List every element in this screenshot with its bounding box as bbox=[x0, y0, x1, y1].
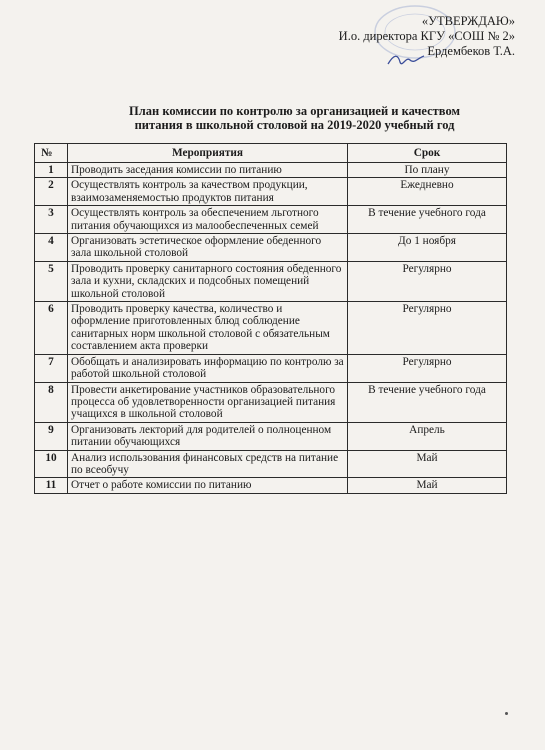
row-term: Май bbox=[348, 478, 507, 493]
row-number: 8 bbox=[35, 382, 68, 422]
table-row bbox=[35, 206, 507, 234]
document-title bbox=[0, 104, 545, 132]
signature-image bbox=[386, 50, 426, 70]
row-term: Регулярно bbox=[348, 261, 507, 301]
approval-block bbox=[339, 14, 515, 59]
row-number: 4 bbox=[35, 234, 68, 262]
title-line-2: питания в школьной столовой на 2019-2020 учебный год bbox=[134, 118, 455, 132]
row-term: Регулярно bbox=[348, 302, 507, 355]
header-number: № bbox=[35, 144, 68, 163]
table-row bbox=[35, 261, 507, 301]
row-number: 5 bbox=[35, 261, 68, 301]
row-number: 11 bbox=[35, 478, 68, 493]
row-activity: Осуществлять контроль за качеством продукции, взаимозаменяемостью продуктов питания bbox=[68, 178, 348, 206]
row-activity: Провести анкетирование участников образовательного процесса об удовлетворенности организацией питания учащихся в школьной столовой bbox=[68, 382, 348, 422]
row-activity: Проводить проверку санитарного состояния обеденного зала и кухни, складских и подсобных помещений школьной столовой bbox=[68, 261, 348, 301]
row-activity: Анализ использования финансовых средств на питание по всеобучу bbox=[68, 450, 348, 478]
title-line-1: План комиссии по контролю за организацией и качеством bbox=[129, 104, 460, 118]
row-activity: Проводить проверку качества, количество и оформление приготовленных блюд соблюдение санитарных норм школьной столовой с обязательным составлением акта проверки bbox=[68, 302, 348, 355]
row-number: 7 bbox=[35, 354, 68, 382]
table-row bbox=[35, 478, 507, 493]
table-row bbox=[35, 450, 507, 478]
row-activity: Организовать лекторий для родителей о полноценном питании обучающихся bbox=[68, 422, 348, 450]
row-number: 10 bbox=[35, 450, 68, 478]
row-number: 3 bbox=[35, 206, 68, 234]
table-row bbox=[35, 382, 507, 422]
row-number: 6 bbox=[35, 302, 68, 355]
table-row bbox=[35, 422, 507, 450]
row-term: В течение учебного года bbox=[348, 382, 507, 422]
row-term: Регулярно bbox=[348, 354, 507, 382]
row-term: Ежедневно bbox=[348, 178, 507, 206]
row-term: Май bbox=[348, 450, 507, 478]
approval-name: Ердембеков Т.А. bbox=[427, 44, 515, 58]
row-number: 2 bbox=[35, 178, 68, 206]
table-row bbox=[35, 234, 507, 262]
table-row bbox=[35, 354, 507, 382]
row-activity: Осуществлять контроль за обеспечением льготного питания обучающихся из малообеспеченных семей bbox=[68, 206, 348, 234]
header-activity: Мероприятия bbox=[68, 144, 348, 163]
row-activity: Отчет о работе комиссии по питанию bbox=[68, 478, 348, 493]
header-term: Срок bbox=[348, 144, 507, 163]
table-row bbox=[35, 302, 507, 355]
scan-speck bbox=[505, 712, 508, 715]
table-header-row bbox=[35, 144, 507, 163]
table-row bbox=[35, 163, 507, 178]
row-term: По плану bbox=[348, 163, 507, 178]
row-activity: Проводить заседания комиссии по питанию bbox=[68, 163, 348, 178]
approval-heading: «УТВЕРЖДАЮ» bbox=[421, 14, 515, 28]
row-term: В течение учебного года bbox=[348, 206, 507, 234]
table-row bbox=[35, 178, 507, 206]
row-activity: Обобщать и анализировать информацию по контролю за работой школьной столовой bbox=[68, 354, 348, 382]
row-term: Апрель bbox=[348, 422, 507, 450]
row-term: До 1 ноября bbox=[348, 234, 507, 262]
row-number: 9 bbox=[35, 422, 68, 450]
row-number: 1 bbox=[35, 163, 68, 178]
row-activity: Организовать эстетическое оформление обеденного зала школьной столовой bbox=[68, 234, 348, 262]
plan-table bbox=[34, 143, 507, 494]
approval-position: И.о. директора КГУ «СОШ № 2» bbox=[338, 29, 515, 43]
